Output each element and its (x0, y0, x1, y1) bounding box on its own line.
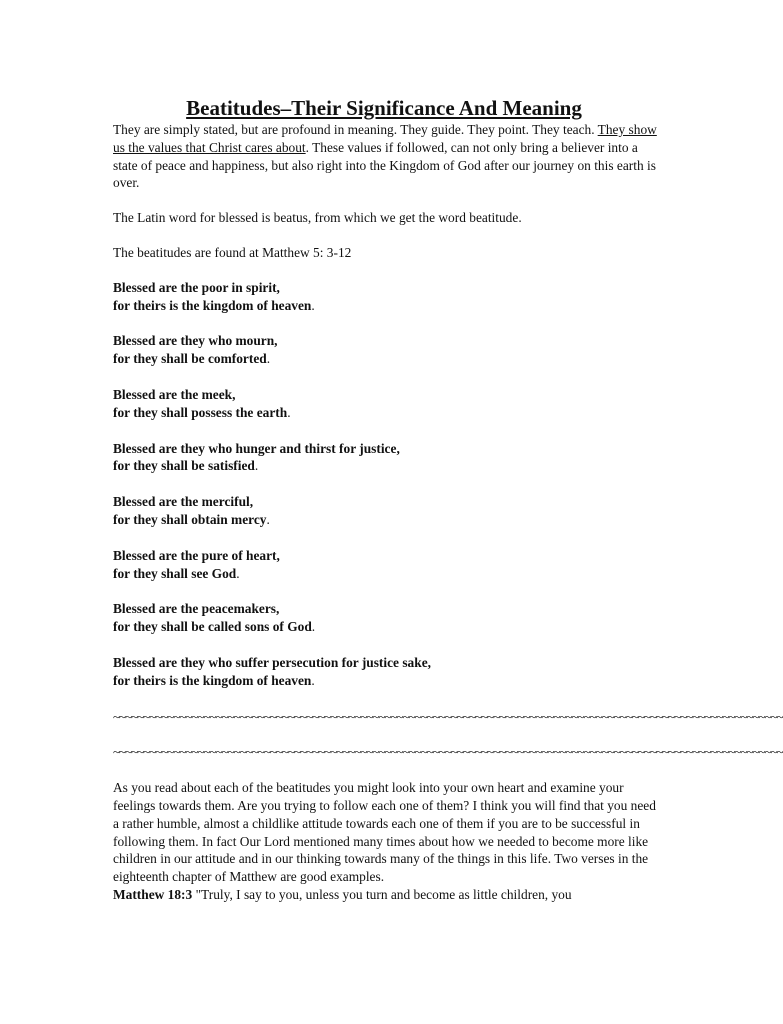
beatitude-3 (113, 386, 658, 422)
beatitude-line-2: for theirs is the kingdom of heaven. (113, 297, 315, 313)
document-title: Beatitudes–Their Significance And Meaning (186, 96, 582, 120)
beatitude-line-2: for they shall obtain mercy. (113, 511, 270, 527)
beatitude-line-1: Blessed are the peacemakers, (113, 601, 280, 617)
beatitude-8 (113, 654, 658, 690)
beatitude-5 (113, 493, 658, 529)
intro-paragraph (113, 121, 658, 192)
beatitude-line-2: for theirs is the kingdom of heaven. (113, 672, 315, 688)
reference-note: The beatitudes are found at Matthew 5: 3-12 (113, 244, 352, 260)
beatitude-line-2: for they shall be called sons of God. (113, 619, 316, 635)
beatitude-7 (113, 600, 658, 636)
beatitude-line-1: Blessed are the merciful, (113, 494, 254, 510)
beatitude-line-2: for they shall possess the earth. (113, 404, 291, 420)
scripture-quote (113, 886, 658, 904)
beatitude-line-1: Blessed are the meek, (113, 386, 236, 402)
intro-underlined-text: They show us the values that Christ cares about (113, 122, 657, 155)
beatitude-4 (113, 440, 658, 476)
latin-note: The Latin word for blessed is beatus, from which we get the word beatitude. (113, 210, 522, 226)
intro-text-start: They are simply stated, but are profound in meaning. They guide. They point. They teach. (113, 122, 598, 137)
tilde-divider: ~~~~~~~~~~~~~~~~~~~~~~~~~~~~~~~~~~~~~~~~~~~~~~~~~~~~~~~~~~~~~~~~~~~~~~~~~~~~~~~~~~~~~~~~~~~~~~~~~~~~~~~~~~~~~~~ (113, 744, 783, 760)
beatitude-line-2: for they shall see God. (113, 565, 240, 581)
reflection-paragraph: As you read about each of the beatitudes you might look into your own heart and examine your feelings towards them. Are you trying to follow each one of them? I think you will find that you need a rather humble, almost a childlike attitude towards each one of them if you are to be successful in following them. In fact Our Lord mentioned many times about how we needed to become more like children in our attitude and in our thinking towards many of the things in this life. Two verses in the eighteenth chapter of Matthew are good examples. (113, 780, 656, 885)
beatitude-line-1: Blessed are they who mourn, (113, 333, 278, 349)
beatitude-line-1: Blessed are the poor in spirit, (113, 279, 280, 295)
beatitude-line-2: for they shall be satisfied. (113, 458, 259, 474)
beatitude-line-2: for they shall be comforted. (113, 351, 271, 367)
beatitude-line-1: Blessed are the pure of heart, (113, 547, 280, 563)
quote-reference: Matthew 18:3 (113, 886, 193, 902)
document-body (113, 121, 783, 904)
beatitude-2 (113, 332, 658, 368)
intro-text-end: . These values if followed, can not only bring a believer into a state of peace and happiness, but also right into the Kingdom of God after our journey on this earth is over. (113, 139, 656, 191)
beatitude-6 (113, 547, 658, 583)
quote-text: "Truly, I say to you, unless you turn and become as little children, you (192, 886, 572, 902)
beatitude-line-1: Blessed are they who hunger and thirst for justice, (113, 440, 400, 456)
beatitude-line-1: Blessed are they who suffer persecution for justice sake, (113, 654, 431, 670)
tilde-divider: ~~~~~~~~~~~~~~~~~~~~~~~~~~~~~~~~~~~~~~~~~~~~~~~~~~~~~~~~~~~~~~~~~~~~~~~~~~~~~~~~~~~~~~~~~~~~~~~~~~~~~~~~~~~~~~~ (113, 708, 783, 724)
beatitude-1 (113, 279, 658, 315)
